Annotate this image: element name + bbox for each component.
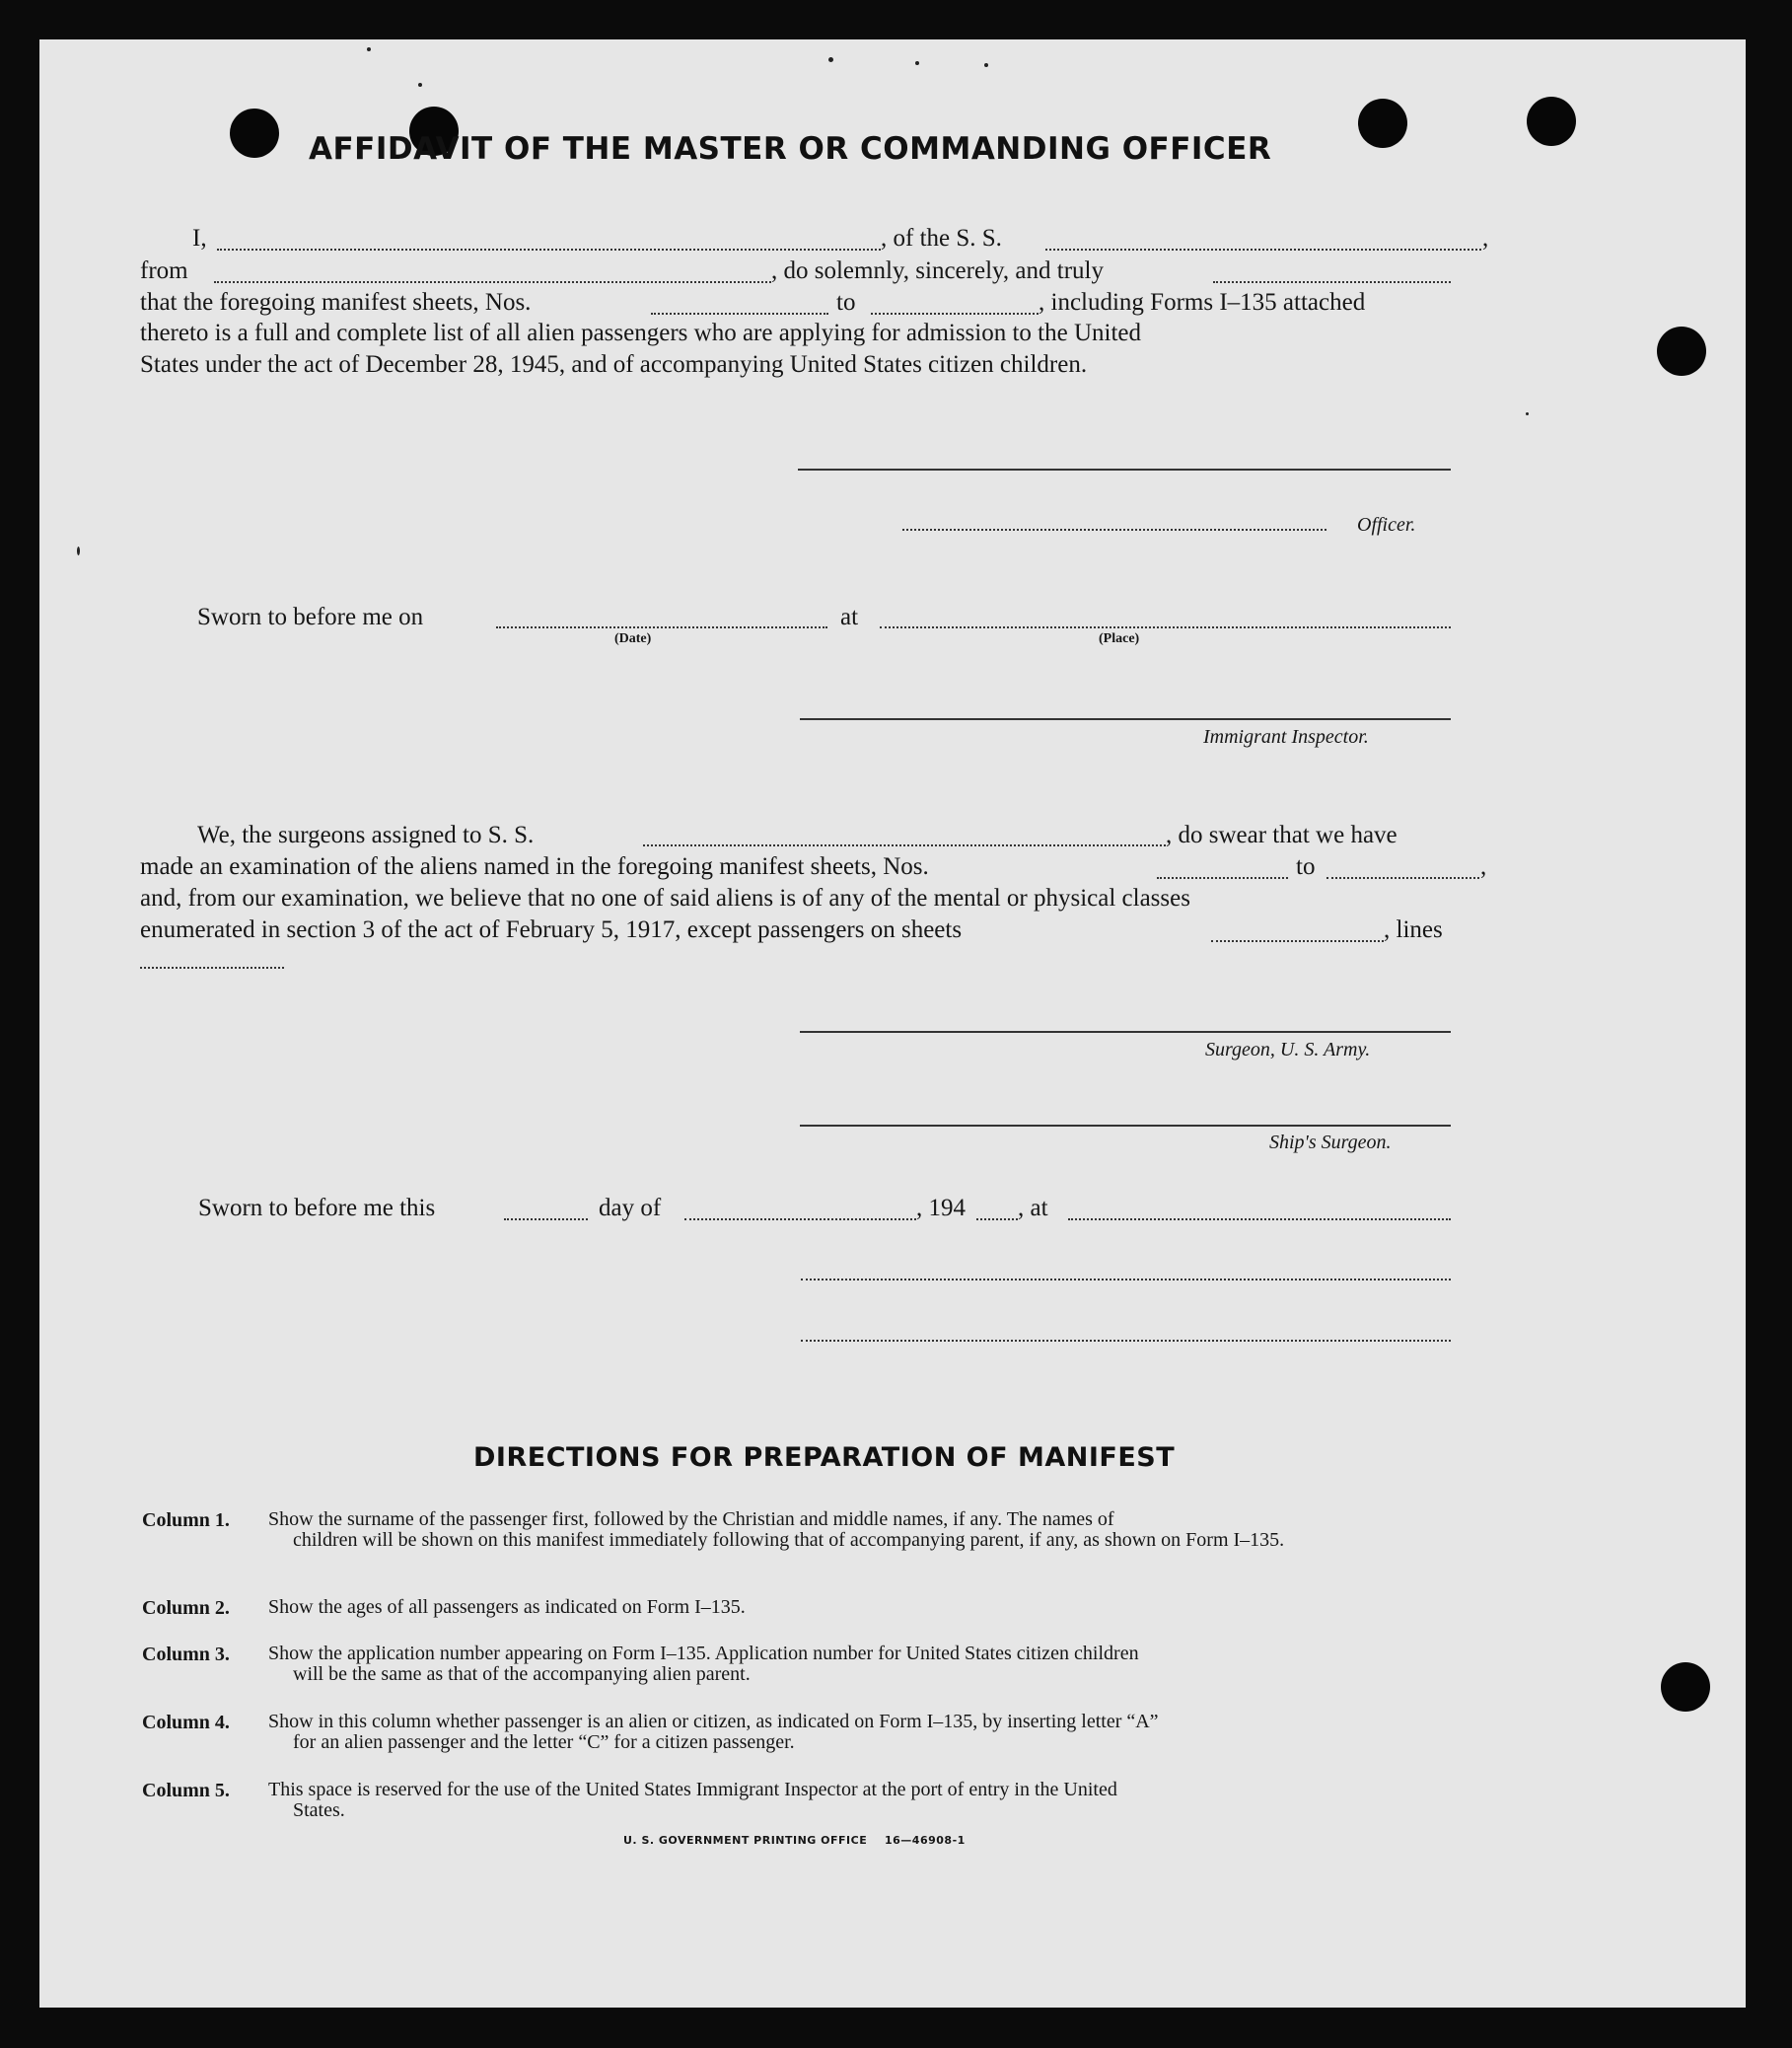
- sheet-from-field[interactable]: [651, 313, 828, 315]
- lines-field[interactable]: [140, 967, 284, 969]
- from-port-field[interactable]: [214, 281, 771, 283]
- column-2-text: [268, 1597, 1467, 1618]
- speck: [367, 47, 371, 51]
- affidavit-comma: ,: [1482, 225, 1489, 252]
- column-1-text: [268, 1509, 1467, 1551]
- column-5-text: [268, 1780, 1467, 1821]
- column-1-label: Column 1.: [142, 1509, 230, 1531]
- affidavit-to: to: [836, 289, 856, 316]
- column-5-label: Column 5.: [142, 1780, 230, 1801]
- speck: [418, 83, 422, 87]
- column-2-first: Show the ages of all passengers as indicated on Form I–135.: [268, 1596, 746, 1618]
- surgeons-sheet-from-field[interactable]: [1157, 877, 1288, 879]
- column-2-label: Column 2.: [142, 1597, 230, 1619]
- officer-name-field[interactable]: [902, 529, 1326, 531]
- sworn2-signature-line-1[interactable]: [801, 1279, 1451, 1280]
- column-5-rest: States.: [293, 1799, 345, 1821]
- speck: [915, 61, 919, 65]
- affidavit-from: from: [140, 257, 188, 284]
- sworn2-year: , 194: [916, 1195, 966, 1221]
- speck: [1526, 412, 1529, 415]
- sworn2-day-of: day of: [599, 1195, 662, 1221]
- sheet-to-field[interactable]: [871, 313, 1039, 315]
- ship-name-field[interactable]: [1045, 249, 1481, 251]
- speck: [984, 63, 988, 67]
- column-3-rest: will be the same as that of the accompanying alien parent.: [293, 1663, 751, 1685]
- sworn1-prefix: Sworn to before me on: [197, 604, 424, 630]
- surgeons-line1a: We, the surgeons assigned to S. S.: [197, 822, 535, 848]
- surgeons-ship-field[interactable]: [643, 844, 1166, 846]
- column-4-first: Show in this column whether passenger is an alien or citizen, as indicated on Form I–135, by inserting letter “A”: [268, 1711, 1159, 1732]
- affidavit-solemnly: , do solemnly, sincerely, and truly: [771, 257, 1104, 284]
- place-caption: (Place): [1099, 631, 1140, 646]
- surgeons-line4a: enumerated in section 3 of the act of February 5, 1917, except passengers on sheets: [140, 916, 963, 943]
- ships-surgeon-label: Ship's Surgeon.: [1269, 1132, 1392, 1153]
- surgeons-to: to: [1296, 853, 1316, 880]
- affidavit-line4: thereto is a full and complete list of all alien passengers who are applying for admission to the United: [140, 320, 1142, 346]
- sworn2-at: , at: [1018, 1195, 1048, 1221]
- surgeons-line4b: , lines: [1384, 916, 1443, 943]
- sworn2-place-field[interactable]: [1068, 1218, 1451, 1220]
- affidavit-line3b: , including Forms I–135 attached: [1039, 289, 1366, 316]
- column-3-text: [268, 1644, 1467, 1685]
- except-sheets-field[interactable]: [1211, 940, 1384, 942]
- surgeons-sheet-to-field[interactable]: [1326, 877, 1479, 879]
- army-surgeon-label: Surgeon, U. S. Army.: [1205, 1039, 1371, 1061]
- sworn1-at: at: [840, 604, 859, 630]
- sworn2-year-field[interactable]: [976, 1218, 1018, 1220]
- inspector-label: Immigrant Inspector.: [1203, 726, 1369, 748]
- inspector-signature-line[interactable]: [800, 718, 1451, 720]
- sworn-date-field[interactable]: [496, 626, 827, 628]
- sworn2-month-field[interactable]: [684, 1218, 916, 1220]
- officer-label: Officer.: [1357, 514, 1416, 536]
- affidavit-line3a: that the foregoing manifest sheets, Nos.: [140, 289, 532, 316]
- column-3-label: Column 3.: [142, 1644, 230, 1665]
- officer-signature-line[interactable]: [798, 469, 1451, 471]
- punch-hole: [1527, 97, 1576, 146]
- affidavit-of-ss: , of the S. S.: [881, 225, 1002, 252]
- affidavit-i: I,: [192, 225, 207, 252]
- army-surgeon-signature-line[interactable]: [800, 1031, 1451, 1033]
- punch-hole: [1358, 99, 1407, 148]
- surgeons-line1b: , do swear that we have: [1166, 822, 1398, 848]
- sworn2-signature-line-2[interactable]: [801, 1340, 1451, 1342]
- punch-hole: [1661, 1662, 1710, 1712]
- surgeons-line2a: made an examination of the aliens named in the foregoing manifest sheets, Nos.: [140, 853, 929, 880]
- oath-field[interactable]: [1213, 281, 1451, 283]
- sworn-place-field[interactable]: [880, 626, 1451, 628]
- date-caption: (Date): [614, 631, 652, 646]
- column-3-first: Show the application number appearing on Form I–135. Application number for United States citizen children: [268, 1643, 1139, 1664]
- directions-title: DIRECTIONS FOR PREPARATION OF MANIFEST: [473, 1442, 1176, 1473]
- sworn2-day-field[interactable]: [504, 1218, 588, 1220]
- surgeons-line3: and, from our examination, we believe that no one of said aliens is of any of the mental or physical classes: [140, 885, 1190, 912]
- form-page: [39, 39, 1746, 2008]
- form-title: AFFIDAVIT OF THE MASTER OR COMMANDING OFFICER: [309, 131, 1272, 167]
- punch-hole: [230, 109, 279, 158]
- column-5-first: This space is reserved for the use of the United States Immigrant Inspector at the port of entry in the United: [268, 1779, 1117, 1800]
- surgeons-comma: ,: [1480, 853, 1487, 880]
- punch-hole: [1657, 327, 1706, 376]
- column-4-text: [268, 1712, 1467, 1753]
- master-name-field[interactable]: [217, 249, 881, 251]
- printing-office: U. S. GOVERNMENT PRINTING OFFICE: [623, 1834, 868, 1847]
- speck: [828, 57, 833, 62]
- column-4-label: Column 4.: [142, 1712, 230, 1733]
- ships-surgeon-signature-line[interactable]: [800, 1125, 1451, 1127]
- speck: [77, 547, 80, 555]
- affidavit-line5: States under the act of December 28, 1945, and of accompanying United States citizen children.: [140, 351, 1088, 378]
- sworn2-prefix: Sworn to before me this: [198, 1195, 436, 1221]
- form-code: 16—46908-1: [885, 1834, 966, 1847]
- column-1-first: Show the surname of the passenger first, followed by the Christian and middle names, if any. The names of: [268, 1508, 1114, 1530]
- column-1-rest: children will be shown on this manifest immediately following that of accompanying parent, if any, as shown on Form I–135.: [293, 1529, 1285, 1551]
- column-4-rest: for an alien passenger and the letter “C” for a citizen passenger.: [293, 1731, 795, 1753]
